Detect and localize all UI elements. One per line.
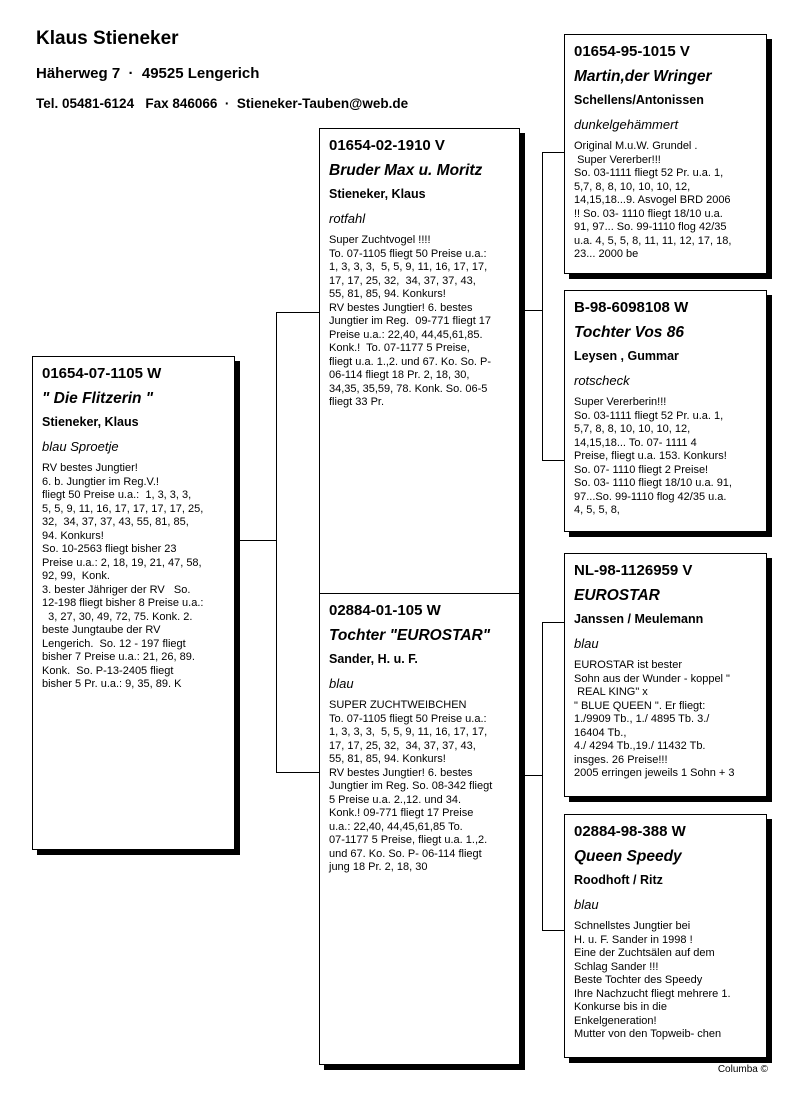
performance-notes: RV bestes Jungtier! 6. b. Jungtier im Reg.V.! fliegt 50 Preise u.a.: 1, 3, 3, 3, 5, 5, 9, 11, 16, 17, 17, 17, 17, 25, 32, 34, 37, 37, 43, 55, 81, 85, 94. Konkurs! So. 10-2563 fliegt bisher 23 Preise u.a.: 2, 18, 19, 21, 47, 58, 92, 99, Konk. 3. bester Jähriger der RV So. 12-198 fliegt bisher 8 Preise u.a.: 3, 27, 30, 49, 72, 75. Konk. 2. beste Jungtaube der RV Lengerich. So. 12 - 197 fliegt bisher 7 Preise u.a.: 21, 26, 89. Konk. So. P-13-2405 fliegt bisher 5 Pr. u.a.: 9, 35, 89. K	[42, 462, 204, 690]
plumage-color: dunkelgehämmert	[574, 117, 679, 132]
pigeon-name: Tochter "EUROSTAR"	[329, 627, 491, 644]
breeder: Leysen , Gummar	[574, 349, 679, 363]
connector-mother	[520, 775, 542, 776]
pigeon-card-father-dam	[564, 290, 767, 532]
owner-contact: Tel. 05481-6124 Fax 846066 · Stieneker-Tauben@web.de	[36, 96, 409, 111]
plumage-color: blau	[329, 676, 354, 691]
connector-to-mm	[542, 930, 564, 931]
owner-name: Klaus Stieneker	[36, 28, 179, 49]
ring-number: NL-98-1126959 V	[574, 562, 693, 579]
pigeon-card-mother-dam	[564, 814, 767, 1058]
pigeon-card-father	[319, 128, 520, 594]
breeder: Stieneker, Klaus	[42, 415, 139, 429]
connector-to-mother	[276, 772, 320, 773]
performance-notes: Super Vererberin!!! So. 03-1111 fliegt 52 Pr. u.a. 1, 5,7, 8, 8, 10, 10, 10, 12, 14,15,18... To. 07- 1111 4 Preise, fliegt u.a. 153. Konkurs! So. 07- 1110 fliegt 2 Preise! So. 03- 1110 fliegt 18/10 u.a. 91, 97...So. 99-1110 flog 42/35 u.a. 4, 5, 5, 8,	[574, 396, 732, 516]
ring-number: 01654-95-1015 V	[574, 43, 690, 60]
plumage-color: rotfahl	[329, 211, 366, 226]
connector-mother-vertical	[542, 622, 543, 930]
connector-father-vertical	[542, 152, 543, 460]
connector-to-ff	[542, 152, 564, 153]
pigeon-name: Bruder Max u. Moritz	[329, 162, 483, 179]
ring-number: 02884-01-105 W	[329, 602, 441, 619]
connector-main-vertical	[276, 312, 277, 772]
plumage-color: blau	[574, 636, 599, 651]
performance-notes: EUROSTAR ist bester Sohn aus der Wunder - koppel " REAL KING" x " BLUE QUEEN ". Er fliegt: 1./9909 Tb., 1./ 4895 Tb. 3./ 16404 Tb., 4./ 4294 Tb.,19./ 11432 Tb. insges. 26 Preise!!! 2005 erringen jeweils 1 Sohn + 3	[574, 659, 735, 779]
ring-number: 01654-02-1910 V	[329, 137, 445, 154]
pigeon-card-main	[32, 356, 235, 850]
software-credit: Columba ©	[717, 1064, 768, 1075]
pigeon-name: " Die Flitzerin "	[42, 390, 154, 407]
pigeon-card-mother-sire	[564, 553, 767, 797]
pigeon-card-mother	[319, 593, 520, 1065]
connector-main	[236, 540, 276, 541]
pigeon-name: EUROSTAR	[574, 587, 660, 604]
pigeon-card-father-sire	[564, 34, 767, 274]
breeder: Janssen / Meulemann	[574, 612, 704, 626]
connector-to-father	[276, 312, 320, 313]
performance-notes: Super Zuchtvogel !!!! To. 07-1105 fliegt 50 Preise u.a.: 1, 3, 3, 3, 5, 5, 9, 11, 16, 17, 17, 17, 17, 25, 32, 34, 37, 37, 43, 55, 81, 85, 94. Konkurs! RV bestes Jungtier! 6. bestes Jungtier im Reg. 09-771 fliegt 17 Preise u.a.: 22,40, 44,45,61,85. Konk.! To. 07-1177 5 Preise, fliegt u.a. 1.,2. und 67. Ko. So. P- 06-114 fliegt 18 Pr. 2, 18, 30, 34,35, 35,59, 78. Konk. So. 06-5 fliegt 33 Pr.	[329, 234, 492, 408]
breeder: Stieneker, Klaus	[329, 187, 426, 201]
plumage-color: rotscheck	[574, 373, 630, 388]
breeder: Schellens/Antonissen	[574, 93, 704, 107]
plumage-color: blau Sproetje	[42, 439, 119, 454]
performance-notes: Schnellstes Jungtier bei H. u. F. Sander in 1998 ! Eine der Zuchtsälen auf dem Schlag Sander !!! Beste Tochter des Speedy Ihre Nachzucht fliegt mehrere 1. Konkurse bis in die Enkelgeneration! Mutter von den Topweib- chen	[574, 920, 731, 1040]
plumage-color: blau	[574, 897, 599, 912]
pigeon-name: Queen Speedy	[574, 848, 682, 865]
ring-number: 01654-07-1105 W	[42, 365, 162, 382]
performance-notes: SUPER ZUCHTWEIBCHEN To. 07-1105 fliegt 50 Preise u.a.: 1, 3, 3, 3, 5, 5, 9, 11, 16, 17, 17, 17, 17, 25, 32, 34, 37, 37, 43, 55, 81, 85, 94. Konkurs! RV bestes Jungtier! 6. bestes Jungtier im Reg. So. 08-342 fliegt 5 Preise u.a. 2.,12. und 34. Konk.! 09-771 fliegt 17 Preise u.a.: 22,40, 44,45,61,85 To. 07-1177 5 Preise, fliegt u.a. 1.,2. und 67. Ko. So. P- 06-114 fliegt jung 18 Pr. 2, 18, 30	[329, 699, 493, 873]
breeder: Sander, H. u. F.	[329, 652, 418, 666]
pigeon-name: Tochter Vos 86	[574, 324, 684, 341]
connector-father	[520, 310, 542, 311]
performance-notes: Original M.u.W. Grundel . Super Vererber!!! So. 03-1111 fliegt 52 Pr. u.a. 1, 5,7, 8, 8, 10, 10, 10, 12, 14,15,18...9. Asvogel BRD 2006 !! So. 03- 1110 fliegt 18/10 u.a. 91, 97... So. 99-1110 flog 42/35 u.a. 4, 5, 5, 8, 11, 11, 12, 17, 18, 23... 2000 be	[574, 140, 732, 260]
owner-address: Häherweg 7 · 49525 Lengerich	[36, 65, 260, 82]
connector-to-fm	[542, 460, 564, 461]
ring-number: B-98-6098108 W	[574, 299, 689, 316]
connector-to-mf	[542, 622, 564, 623]
ring-number: 02884-98-388 W	[574, 823, 686, 840]
pigeon-name: Martin,der Wringer	[574, 68, 712, 85]
breeder: Roodhoft / Ritz	[574, 873, 663, 887]
